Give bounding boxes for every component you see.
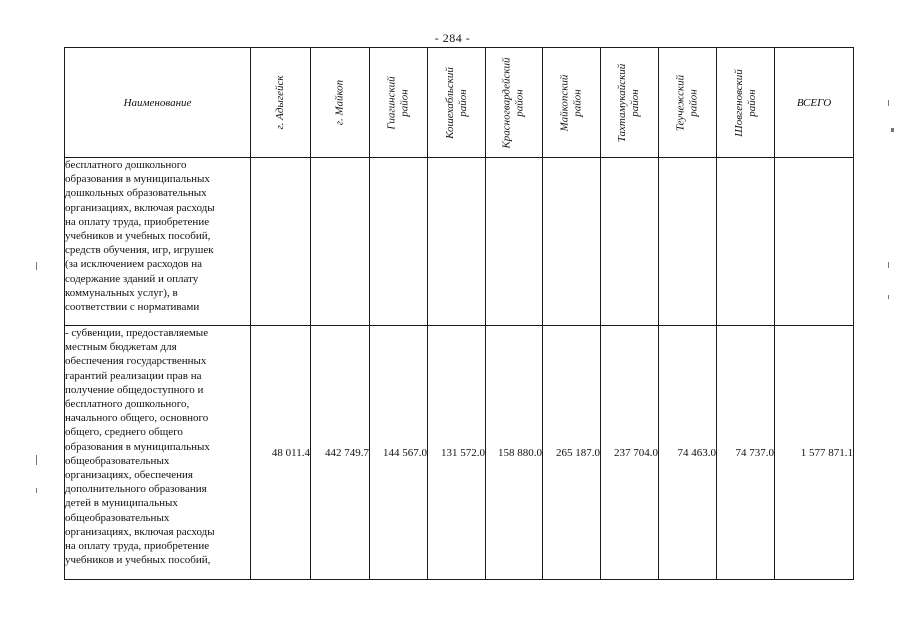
column-header-adygeysk: г. Адыгейск	[251, 48, 311, 158]
value-cell-takhtamukaysky: 237 704.0	[601, 326, 659, 580]
scan-mark	[888, 262, 889, 268]
description-line: начального общего, основного	[65, 412, 209, 425]
column-header-teuchezhsky: Теучежский район	[659, 48, 717, 158]
scan-mark	[888, 295, 889, 299]
value-cell-total: 1 577 871.1	[775, 326, 854, 580]
scan-mark	[891, 128, 894, 132]
description-line: на оплату труда, приобретение	[65, 540, 210, 553]
value-cell-adygeysk: 48 011.4	[251, 326, 311, 580]
table-row	[65, 158, 854, 326]
value-cell-teuchezhsky: 74 463.0	[659, 326, 717, 580]
value-cell	[659, 158, 717, 326]
description-line: (за исключением расходов на	[65, 258, 203, 271]
value-cell-giaginsky: 144 567.0	[370, 326, 428, 580]
description-line: образования в муниципальных	[65, 440, 210, 453]
scan-mark	[36, 455, 37, 465]
value-cell-shovgenovsky: 74 737.0	[717, 326, 775, 580]
value-cell-koshekhablsky: 131 572.0	[428, 326, 486, 580]
description-line: организациях, обеспечения	[65, 469, 193, 482]
description-line: детей в муниципальных	[65, 497, 178, 510]
description-line: дополнительного образования	[65, 483, 207, 496]
description-line: организациях, включая расходы	[65, 201, 215, 214]
description-line: гарантий реализации прав на	[65, 369, 202, 382]
description-line: общеобразовательных	[65, 511, 170, 524]
column-header-takhtamukaysky: Тахтамукайский район	[601, 48, 659, 158]
description-line: учебников и учебных пособий,	[65, 230, 211, 243]
value-cell	[486, 158, 543, 326]
description-line: обеспечения государственных	[65, 355, 207, 368]
description-line: коммунальных услуг), в	[65, 286, 178, 299]
name-column-header: Наименование	[65, 48, 251, 158]
value-cell-maykopsky: 265 187.0	[543, 326, 601, 580]
description-line: - субвенции, предоставляемые	[65, 327, 209, 339]
column-header-maykop-city: г. Майкоп	[311, 48, 370, 158]
description-line: содержание зданий и оплату	[65, 272, 199, 285]
row-description	[65, 326, 251, 580]
column-header-maykopsky: Майкопский район	[543, 48, 601, 158]
budget-table	[64, 47, 854, 580]
value-cell-krasnogvardeysky: 158 880.0	[486, 326, 543, 580]
page-number: - 284 -	[434, 31, 471, 45]
value-cell	[717, 158, 775, 326]
scan-mark	[36, 262, 37, 270]
value-cell	[543, 158, 601, 326]
description-line: получение общедоступного и	[65, 383, 204, 396]
description-line: дошкольных образовательных	[65, 187, 207, 200]
value-cell-maykop-city: 442 749.7	[311, 326, 370, 580]
column-header-shovgenovsky: Шовгеновский район	[717, 48, 775, 158]
value-cell	[251, 158, 311, 326]
table-row	[65, 326, 854, 580]
value-cell	[428, 158, 486, 326]
description-line: общего, среднего общего	[65, 426, 183, 439]
value-cell	[601, 158, 659, 326]
description-line: местным бюджетам для	[65, 341, 177, 354]
description-line: бесплатного дошкольного	[65, 159, 187, 171]
description-line: общеобразовательных	[65, 454, 170, 467]
description-line: бесплатного дошкольного,	[65, 398, 190, 411]
header-row	[65, 48, 854, 158]
scan-mark	[888, 100, 889, 106]
row-description	[65, 158, 251, 326]
description-line: соответствии с нормативами	[65, 301, 200, 314]
column-header-giaginsky: Гиагинский район	[370, 48, 428, 158]
description-line: образования в муниципальных	[65, 173, 210, 186]
value-cell	[370, 158, 428, 326]
description-line: средств обучения, игр, игрушек	[65, 244, 214, 257]
column-header-krasnogvardeysky: Красногвардейский район	[486, 48, 543, 158]
scan-mark	[36, 488, 37, 493]
value-cell	[311, 158, 370, 326]
description-line: на оплату труда, приобретение	[65, 215, 210, 228]
description-line: учебников и учебных пособий,	[65, 554, 211, 567]
column-header-koshekhablsky: Кошехабльский район	[428, 48, 486, 158]
value-cell	[775, 158, 854, 326]
description-line: организациях, включая расходы	[65, 525, 215, 538]
column-header-total: ВСЕГО	[775, 48, 854, 158]
